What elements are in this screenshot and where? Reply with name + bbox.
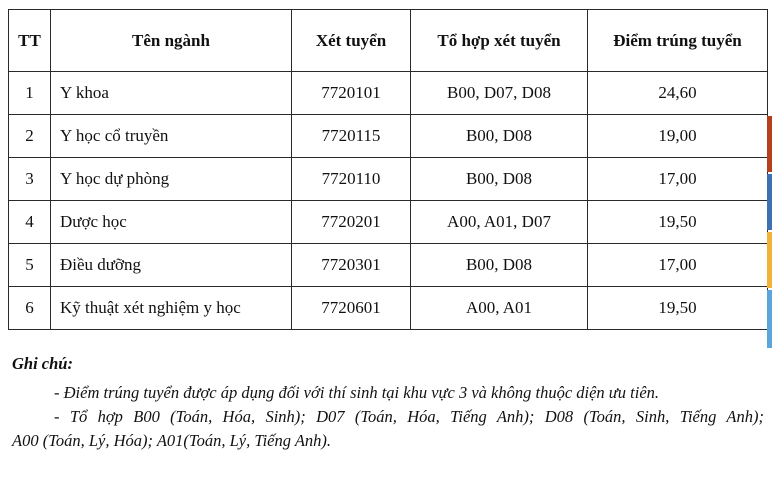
cell-admission-score: 19,00 (588, 115, 768, 158)
table-row (9, 72, 768, 115)
cell-admission-code: 7720115 (292, 115, 411, 158)
notes-title: Ghi chú: (12, 354, 73, 373)
cell-tt: 6 (9, 287, 51, 330)
cell-major-name: Y học dự phòng (51, 158, 292, 201)
cell-admission-code: 7720301 (292, 244, 411, 287)
cell-admission-score: 19,50 (588, 287, 768, 330)
header-subject-combination: Tổ hợp xét tuyển (411, 10, 588, 72)
notes-section (12, 352, 768, 453)
cell-admission-score: 17,00 (588, 158, 768, 201)
table-row (9, 244, 768, 287)
cell-admission-score: 19,50 (588, 201, 768, 244)
note-priority-area: - Điểm trúng tuyển được áp dụng đối với thí sinh tại khu vực 3 và không thuộc diện ưu tiên. (54, 383, 660, 402)
cell-subject-combination: A00, A01 (411, 287, 588, 330)
cell-tt: 5 (9, 244, 51, 287)
cell-subject-combination: B00, D08 (411, 115, 588, 158)
cell-subject-combination: B00, D08 (411, 158, 588, 201)
decorative-color-strip-1 (767, 116, 772, 172)
cell-admission-code: 7720101 (292, 72, 411, 115)
cell-major-name: Y học cổ truyền (51, 115, 292, 158)
decorative-color-strip-3 (767, 232, 772, 288)
note-subject-combinations: - Tổ hợp B00 (Toán, Hóa, Sinh); D07 (Toán, Hóa, Tiếng Anh); D08 (Toán, Sinh, Tiếng Anh); (54, 407, 764, 426)
cell-subject-combination: B00, D08 (411, 244, 588, 287)
table-header-row (9, 10, 768, 72)
cell-tt: 3 (9, 158, 51, 201)
cell-subject-combination: B00, D07, D08 (411, 72, 588, 115)
cell-admission-code: 7720201 (292, 201, 411, 244)
table-row (9, 287, 768, 330)
header-tt: TT (9, 10, 51, 72)
table-row (9, 158, 768, 201)
cell-major-name: Y khoa (51, 72, 292, 115)
table-row (9, 115, 768, 158)
cell-admission-code: 7720110 (292, 158, 411, 201)
cell-tt: 1 (9, 72, 51, 115)
cell-admission-code: 7720601 (292, 287, 411, 330)
note-subject-combinations-continued: A00 (Toán, Lý, Hóa); A01(Toán, Lý, Tiếng Anh). (12, 431, 332, 450)
cell-admission-score: 24,60 (588, 72, 768, 115)
header-major-name: Tên ngành (51, 10, 292, 72)
header-admission-score: Điểm trúng tuyển (588, 10, 768, 72)
cell-major-name: Điều dưỡng (51, 244, 292, 287)
decorative-color-strip-2 (767, 174, 772, 230)
table-row (9, 201, 768, 244)
cell-major-name: Kỹ thuật xét nghiệm y học (51, 287, 292, 330)
cell-tt: 4 (9, 201, 51, 244)
cell-subject-combination: A00, A01, D07 (411, 201, 588, 244)
cell-admission-score: 17,00 (588, 244, 768, 287)
header-admission-code: Xét tuyển (292, 10, 411, 72)
cell-major-name: Dược học (51, 201, 292, 244)
decorative-color-strip-4 (767, 290, 772, 348)
cell-tt: 2 (9, 115, 51, 158)
admission-score-table (8, 9, 768, 330)
